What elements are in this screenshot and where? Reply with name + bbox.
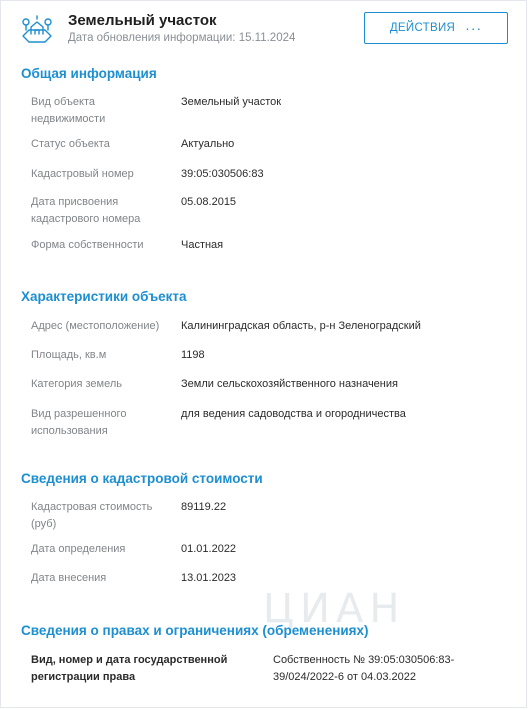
info-value: для ведения садоводства и огородничества — [181, 408, 406, 420]
info-value: 89119.22 — [181, 501, 227, 513]
info-value: 39:05:030506:83 — [181, 168, 264, 180]
info-value: Частная — [181, 239, 224, 251]
actions-label: ДЕЙСТВИЯ — [389, 22, 456, 34]
info-label: Вид объекта недвижимости — [31, 96, 106, 125]
info-value: 01.01.2022 — [181, 543, 237, 555]
info-label: Дата внесения — [31, 572, 107, 584]
more-dots-icon: ··· — [465, 20, 483, 36]
info-label: Дата определения — [31, 543, 126, 555]
info-value: Земельный участок — [181, 96, 282, 108]
info-label: Площадь, кв.м — [31, 349, 107, 361]
section-title-rights: Сведения о правах и ограничениях (обременениях) — [21, 623, 369, 638]
section-title-cadastral-cost: Сведения о кадастровой стоимости — [21, 471, 263, 486]
info-value: Земли сельскохозяйственного назначения — [181, 378, 398, 390]
actions-button[interactable] — [364, 12, 508, 44]
info-value: Калининградская область, р-н Зеленоградский — [181, 320, 421, 332]
info-label: Категория земель — [31, 378, 122, 390]
section-title-general: Общая информация — [21, 66, 157, 81]
update-date: Дата обновления информации: 15.11.2024 — [68, 32, 296, 44]
watermark: ЦИАН — [263, 586, 406, 632]
info-label: Форма собственности — [31, 239, 144, 251]
info-label: Кадастровая стоимость (руб) — [31, 501, 153, 530]
land-plot-icon — [21, 14, 53, 44]
info-value: Актуально — [181, 138, 235, 150]
rights-label: Вид, номер и дата государственной регистрации права — [31, 654, 228, 683]
info-label: Статус объекта — [31, 138, 110, 150]
page-title: Земельный участок — [68, 12, 217, 29]
info-value: 1198 — [181, 349, 205, 361]
info-label: Адрес (местоположение) — [31, 320, 160, 332]
info-label: Кадастровый номер — [31, 168, 134, 180]
section-title-characteristics: Характеристики объекта — [21, 289, 187, 304]
rights-value: Собственность № 39:05:030506:83-39/024/2022-6 от 04.03.2022 — [273, 654, 455, 683]
header — [21, 11, 511, 51]
info-label: Дата присвоения кадастрового номера — [31, 196, 141, 225]
info-value: 05.08.2015 — [181, 196, 237, 208]
info-value: 13.01.2023 — [181, 572, 237, 584]
info-label: Вид разрешенного использования — [31, 408, 127, 437]
